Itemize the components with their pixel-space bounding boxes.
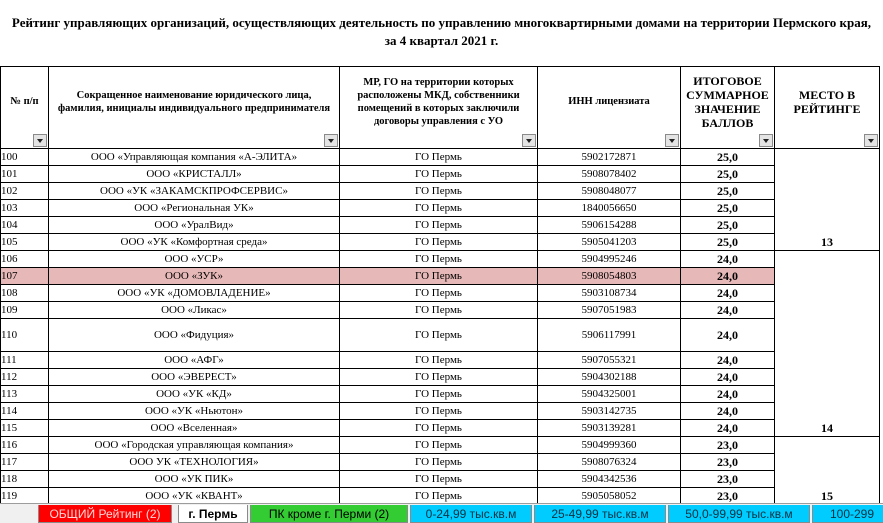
cell-mo[interactable]: ГО Пермь <box>340 217 538 234</box>
cell-inn[interactable]: 5905041203 <box>538 234 681 251</box>
table-row <box>1 166 880 183</box>
cell-num[interactable]: 119 <box>1 488 49 505</box>
cell-num[interactable]: 108 <box>1 285 49 302</box>
cell-name[interactable]: ООО «Региональная УК» <box>49 200 340 217</box>
cell-inn[interactable]: 5908078402 <box>538 166 681 183</box>
cell-score[interactable]: 24,0 <box>681 285 775 302</box>
cell-num[interactable]: 101 <box>1 166 49 183</box>
table-row <box>1 217 880 234</box>
cell-mo[interactable]: ГО Пермь <box>340 352 538 369</box>
cell-mo[interactable]: ГО Пермь <box>340 437 538 454</box>
cell-inn[interactable]: 5902172871 <box>538 149 681 166</box>
cell-name[interactable]: ООО «УК «Ньютон» <box>49 403 340 420</box>
header-mo: МР, ГО на территории которых расположены МКД, собственники помещений в которых заключили договоры управления с УО <box>340 67 538 149</box>
table-row <box>1 488 880 505</box>
cell-name[interactable]: ООО «ЗУК» <box>49 268 340 285</box>
cell-name[interactable]: ООО «Вселенная» <box>49 420 340 437</box>
table-row <box>1 319 880 352</box>
cell-mo[interactable]: ГО Пермь <box>340 386 538 403</box>
table-row <box>1 420 880 437</box>
header-num: № п/п <box>1 67 49 149</box>
cell-place[interactable]: 15 <box>775 437 880 505</box>
sheet-tab-active[interactable]: г. Пермь <box>178 505 248 523</box>
cell-mo[interactable]: ГО Пермь <box>340 234 538 251</box>
cell-num[interactable]: 104 <box>1 217 49 234</box>
cell-num[interactable]: 115 <box>1 420 49 437</box>
cell-inn[interactable]: 5906154288 <box>538 217 681 234</box>
cell-score[interactable]: 24,0 <box>681 268 775 285</box>
cell-mo[interactable]: ГО Пермь <box>340 471 538 488</box>
cell-score[interactable]: 23,0 <box>681 437 775 454</box>
table-row <box>1 234 880 251</box>
cell-inn[interactable]: 5904995246 <box>538 251 681 268</box>
cell-name[interactable]: ООО «УК «ДОМОВЛАДЕНИЕ» <box>49 285 340 302</box>
cell-score[interactable]: 24,0 <box>681 352 775 369</box>
cell-mo[interactable]: ГО Пермь <box>340 369 538 386</box>
table-row <box>1 149 880 166</box>
cell-inn[interactable]: 5904325001 <box>538 386 681 403</box>
cell-num[interactable]: 110 <box>1 319 49 352</box>
cell-score[interactable]: 25,0 <box>681 234 775 251</box>
title-line-1: Рейтинг управляющих организаций, осуществляющих деятельность по управлению многоквартирными домами на территории Пермского края, <box>11 15 872 30</box>
cell-num[interactable]: 103 <box>1 200 49 217</box>
cell-num[interactable]: 107 <box>1 268 49 285</box>
sheet-tab-bar <box>0 503 883 523</box>
cell-mo[interactable]: ГО Пермь <box>340 166 538 183</box>
cell-score[interactable]: 23,0 <box>681 471 775 488</box>
cell-num[interactable]: 105 <box>1 234 49 251</box>
cell-mo[interactable]: ГО Пермь <box>340 488 538 505</box>
table-row <box>1 285 880 302</box>
cell-name[interactable]: ООО «УралВид» <box>49 217 340 234</box>
cell-num[interactable]: 118 <box>1 471 49 488</box>
cell-score[interactable]: 25,0 <box>681 200 775 217</box>
cell-name[interactable]: ООО «УК «Комфортная среда» <box>49 234 340 251</box>
table-row <box>1 369 880 386</box>
header-score: ИТОГОВОЕ СУММАРНОЕ ЗНАЧЕНИЕ БАЛЛОВ <box>681 67 775 149</box>
cell-inn[interactable]: 5904999360 <box>538 437 681 454</box>
cell-mo[interactable]: ГО Пермь <box>340 268 538 285</box>
cell-name[interactable]: ООО «Управляющая компания «А-ЭЛИТА» <box>49 149 340 166</box>
filter-dropdown-icon[interactable] <box>324 134 338 147</box>
filter-dropdown-icon[interactable] <box>665 134 679 147</box>
table-row <box>1 403 880 420</box>
rating-table <box>0 66 880 505</box>
cell-score[interactable]: 24,0 <box>681 386 775 403</box>
sheet-tab[interactable]: 100-299 <box>812 505 883 523</box>
table-row <box>1 268 880 285</box>
cell-num[interactable]: 112 <box>1 369 49 386</box>
cell-inn[interactable]: 5908054803 <box>538 268 681 285</box>
cell-inn[interactable]: 5908048077 <box>538 183 681 200</box>
cell-inn[interactable]: 5903142735 <box>538 403 681 420</box>
filter-dropdown-icon[interactable] <box>864 134 878 147</box>
cell-num[interactable]: 109 <box>1 302 49 319</box>
cell-inn[interactable]: 5903139281 <box>538 420 681 437</box>
header-inn: ИНН лицензиата <box>538 67 681 149</box>
cell-name[interactable]: ООО «ЭВЕРЕСТ» <box>49 369 340 386</box>
cell-num[interactable]: 100 <box>1 149 49 166</box>
cell-name[interactable]: ООО «АФГ» <box>49 352 340 369</box>
cell-inn[interactable]: 5907051983 <box>538 302 681 319</box>
cell-place[interactable]: 13 <box>775 149 880 251</box>
header-place: МЕСТО В РЕЙТИНГЕ <box>775 67 880 149</box>
cell-mo[interactable]: ГО Пермь <box>340 183 538 200</box>
cell-mo[interactable]: ГО Пермь <box>340 302 538 319</box>
cell-name[interactable]: ООО «КРИСТАЛЛ» <box>49 166 340 183</box>
table-row <box>1 437 880 454</box>
cell-inn[interactable]: 5908076324 <box>538 454 681 471</box>
table-row <box>1 200 880 217</box>
sheet-tab[interactable]: 0-24,99 тыс.кв.м <box>410 505 532 523</box>
cell-num[interactable]: 113 <box>1 386 49 403</box>
cell-score[interactable]: 24,0 <box>681 302 775 319</box>
filter-dropdown-icon[interactable] <box>33 134 47 147</box>
table-row <box>1 352 880 369</box>
cell-name[interactable]: ООО «УК «КД» <box>49 386 340 403</box>
cell-score[interactable]: 24,0 <box>681 420 775 437</box>
cell-inn[interactable]: 5904302188 <box>538 369 681 386</box>
cell-mo[interactable]: ГО Пермь <box>340 149 538 166</box>
cell-score[interactable]: 24,0 <box>681 251 775 268</box>
sheet-tab[interactable]: 50,0-99,99 тыс.кв.м <box>668 505 810 523</box>
cell-name[interactable]: ООО УК «ТЕХНОЛОГИЯ» <box>49 454 340 471</box>
table-row <box>1 302 880 319</box>
cell-place[interactable]: 14 <box>775 251 880 437</box>
cell-mo[interactable]: ГО Пермь <box>340 454 538 471</box>
cell-inn[interactable]: 5904342536 <box>538 471 681 488</box>
table-row <box>1 454 880 471</box>
cell-name[interactable]: ООО «УСР» <box>49 251 340 268</box>
cell-num[interactable]: 111 <box>1 352 49 369</box>
cell-inn[interactable]: 5903108734 <box>538 285 681 302</box>
cell-mo[interactable]: ГО Пермь <box>340 319 538 352</box>
cell-inn[interactable]: 5905058052 <box>538 488 681 505</box>
cell-score[interactable]: 25,0 <box>681 183 775 200</box>
cell-num[interactable]: 106 <box>1 251 49 268</box>
page-title <box>0 14 883 50</box>
sheet-tab[interactable]: 25-49,99 тыс.кв.м <box>534 505 666 523</box>
cell-mo[interactable]: ГО Пермь <box>340 285 538 302</box>
cell-inn[interactable]: 1840056650 <box>538 200 681 217</box>
cell-score[interactable]: 24,0 <box>681 403 775 420</box>
cell-num[interactable]: 102 <box>1 183 49 200</box>
cell-mo[interactable]: ГО Пермь <box>340 403 538 420</box>
header-name: Сокращенное наименование юридического лица, фамилия, инициалы индивидуального предпринимателя <box>49 67 340 149</box>
cell-name[interactable]: ООО «УК ПИК» <box>49 471 340 488</box>
cell-name[interactable]: ООО «Городская управляющая компания» <box>49 437 340 454</box>
cell-name[interactable]: ООО «УК «ЗАКАМСКПРОФСЕРВИС» <box>49 183 340 200</box>
cell-score[interactable]: 25,0 <box>681 149 775 166</box>
cell-num[interactable]: 116 <box>1 437 49 454</box>
cell-num[interactable]: 117 <box>1 454 49 471</box>
cell-name[interactable]: ООО «Ликас» <box>49 302 340 319</box>
cell-name[interactable]: ООО «УК «КВАНТ» <box>49 488 340 505</box>
cell-mo[interactable]: ГО Пермь <box>340 200 538 217</box>
cell-mo[interactable]: ГО Пермь <box>340 420 538 437</box>
table-row <box>1 386 880 403</box>
cell-inn[interactable]: 5906117991 <box>538 319 681 352</box>
cell-inn[interactable]: 5907055321 <box>538 352 681 369</box>
cell-score[interactable]: 24,0 <box>681 319 775 352</box>
table-row <box>1 251 880 268</box>
sheet-tab[interactable]: ПК кроме г. Перми (2) <box>250 505 408 523</box>
cell-score[interactable]: 25,0 <box>681 217 775 234</box>
sheet-tab[interactable]: ОБЩИЙ Рейтинг (2) <box>38 505 172 523</box>
cell-score[interactable]: 23,0 <box>681 488 775 505</box>
cell-mo[interactable]: ГО Пермь <box>340 251 538 268</box>
filter-dropdown-icon[interactable] <box>522 134 536 147</box>
cell-name[interactable]: ООО «Фидуция» <box>49 319 340 352</box>
header-row <box>1 67 880 149</box>
cell-score[interactable]: 24,0 <box>681 369 775 386</box>
filter-dropdown-icon[interactable] <box>759 134 773 147</box>
cell-score[interactable]: 25,0 <box>681 166 775 183</box>
table-row <box>1 183 880 200</box>
title-line-2: за 4 квартал 2021 г. <box>384 33 499 48</box>
cell-score[interactable]: 23,0 <box>681 454 775 471</box>
cell-num[interactable]: 114 <box>1 403 49 420</box>
table-row <box>1 471 880 488</box>
